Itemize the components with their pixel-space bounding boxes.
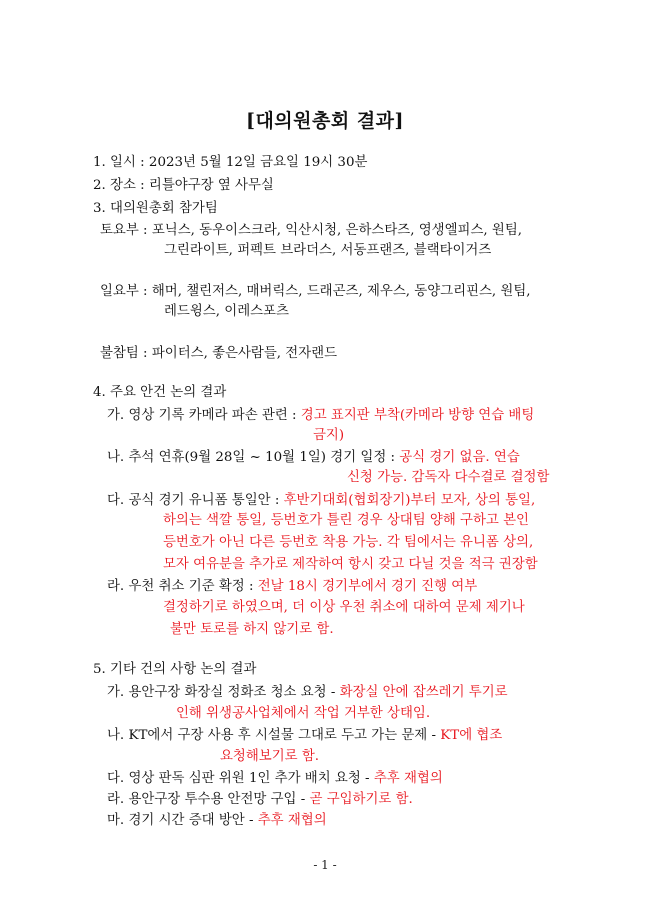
agenda-heading: 4. 주요 안건 논의 결과: [93, 385, 227, 400]
agenda-da-result-cont-1: 하의는 색깔 통일, 등번호가 틀린 경우 상대팀 양해 구하고 본인: [163, 513, 529, 528]
agenda-da-line-1: [107, 492, 535, 510]
saturday-teams-line-1: 토요부 : 포닉스, 동우이스크라, 익산시청, 은하스타즈, 영생엘피스, 원팀,: [100, 223, 523, 238]
agenda-na-result: 공식 경기 없음. 연습: [399, 450, 520, 465]
other-ra-result: 곧 구입하기로 함.: [309, 792, 413, 807]
other-ma-line: [107, 812, 327, 830]
agenda-na-line-1: [107, 449, 520, 467]
other-ga-line-1: [107, 684, 508, 702]
agenda-ga-result: 경고 표지판 부착(카메라 방향 연습 배팅: [300, 408, 535, 423]
other-ra-line: [107, 791, 413, 809]
other-ga-result-cont: 인해 위생공사업체에서 작업 거부한 상태임.: [176, 706, 431, 721]
page-number: - 1 -: [313, 858, 337, 872]
agenda-da-label: 다. 공식 경기 유니폼 통일안 :: [107, 493, 280, 508]
agenda-ra-result: 전날 18시 경기부에서 경기 진행 여부: [257, 579, 478, 594]
other-da-line: [107, 770, 443, 788]
document-title: [대의원총회 결과]: [245, 110, 405, 132]
other-na-line-1: [107, 727, 502, 745]
other-na-result: KT에 협조: [440, 728, 503, 743]
other-ma-result: 추후 재협의: [257, 813, 327, 828]
agenda-ra-result-cont-2: 불만 토로를 하지 않기로 함.: [170, 622, 334, 637]
other-ra-label: 라. 용안구장 투수용 안전망 구입 -: [107, 792, 306, 807]
agenda-ga-label: 가. 영상 기록 카메라 파손 관련 :: [107, 408, 297, 423]
agenda-ra-label: 라. 우천 취소 기준 확정 :: [107, 579, 254, 594]
other-ga-result: 화장실 안에 잡쓰레기 투기로: [339, 685, 508, 700]
agenda-na-label: 나. 추석 연휴(9월 28일 ~ 10월 1일) 경기 일정 :: [107, 450, 396, 465]
agenda-da-result: 후반기대회(협회장기)부터 모자, 상의 통일,: [283, 493, 536, 508]
agenda-da-result-cont-2: 등번호가 아닌 다른 등번호 착용 가능. 각 팀에서는 유니폼 상의,: [163, 535, 534, 550]
item-teams-heading: 3. 대의원총회 참가팀: [93, 201, 218, 216]
agenda-ra-line-1: [107, 578, 477, 596]
item-place: 2. 장소 : 리틀야구장 옆 사무실: [93, 178, 274, 193]
sunday-teams-line-2: 레드윙스, 이레스포츠: [164, 304, 289, 319]
other-na-label: 나. KT에서 구장 사용 후 시설물 그대로 두고 가는 문제 -: [107, 728, 436, 743]
other-da-label: 다. 영상 판독 심판 위원 1인 추가 배치 요청 -: [107, 771, 370, 786]
absent-teams: 불참팀 : 파이터스, 좋은사람들, 전자랜드: [100, 346, 338, 361]
agenda-ra-result-cont-1: 결정하기로 하였으며, 더 이상 우천 취소에 대하여 문제 제기나: [163, 600, 525, 615]
agenda-na-result-cont: 신청 가능. 감독자 다수결로 결정함: [347, 470, 550, 485]
saturday-teams-line-2: 그린라이트, 퍼펙트 브라더스, 서동프랜즈, 블랙타이거즈: [164, 243, 492, 258]
agenda-ga-line-1: [107, 407, 534, 425]
other-ma-label: 마. 경기 시간 증대 방안 -: [107, 813, 254, 828]
sunday-teams-line-1: 일요부 : 해머, 챌린저스, 매버릭스, 드래곤즈, 제우스, 동양그리핀스, 원팀,: [100, 284, 531, 299]
other-ga-label: 가. 용안구장 화장실 정화조 청소 요청 -: [107, 685, 336, 700]
item-date: 1. 일시 : 2023년 5월 12일 금요일 19시 30분: [93, 155, 368, 170]
other-heading: 5. 기타 건의 사항 논의 결과: [93, 662, 257, 677]
other-da-result: 추후 재협의: [373, 771, 443, 786]
agenda-da-result-cont-3: 모자 여유분을 추가로 제작하여 항시 갖고 다닐 것을 적극 권장함: [163, 557, 538, 572]
agenda-ga-result-cont: 금지): [313, 428, 345, 443]
other-na-result-cont: 요청해보기로 함.: [220, 749, 320, 764]
